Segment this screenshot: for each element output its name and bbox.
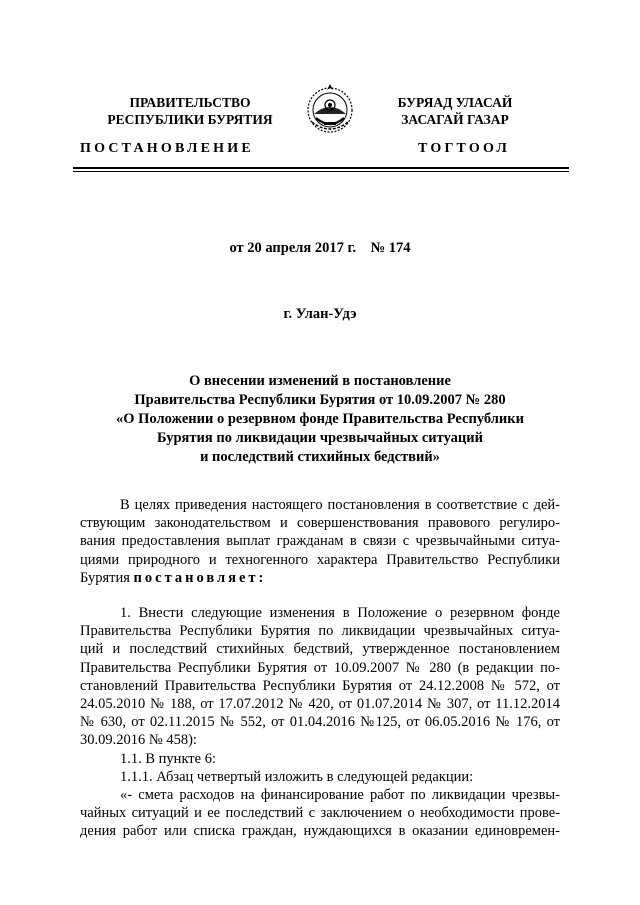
title-line: Правительства Республики Бурятия от 10.09.2007 № 280 bbox=[134, 392, 506, 408]
subitem-1-1-1: 1.1.1. Абзац четвертый изложить в следующей редакции: bbox=[120, 768, 474, 785]
item-1-line: 1. Внести следующие изменения в Положение о резервном фонде bbox=[120, 605, 560, 622]
resolves-keyword: постановляет: bbox=[133, 569, 267, 586]
preamble-prefix: Бурятия bbox=[80, 569, 134, 586]
paragraph-gap bbox=[80, 587, 560, 604]
issuer-buryat bbox=[380, 94, 530, 128]
item-1-line: Правительства Республики Бурятия от 10.09.2007 № 280 (в редакции по- bbox=[80, 659, 560, 676]
header-divider bbox=[73, 167, 569, 169]
issuer-buryat-line-2: ЗАСАГАЙ ГАЗАР bbox=[401, 112, 509, 127]
document-type-buryat: ТОГТООЛ bbox=[418, 141, 511, 156]
quote-line: чайных ситуаций и ее последствий с заключением о необходимости прове- bbox=[80, 805, 560, 822]
issuer-russian-line-1: ПРАВИТЕЛЬСТВО bbox=[129, 95, 251, 110]
preamble-last-line bbox=[80, 569, 560, 587]
item-1-line: Правительства Республики Бурятия по ликвидации чрезвычайных ситуа- bbox=[80, 623, 560, 640]
title-line: О внесении изменений в постановление bbox=[189, 373, 451, 389]
item-1-line: № 630, от 02.11.2015 № 552, от 01.04.2016 №125, от 06.05.2016 № 176, от bbox=[80, 714, 560, 731]
date-and-number: от 20 апреля 2017 г. № 174 bbox=[229, 240, 411, 256]
document-type-russian: ПОСТАНОВЛЕНИЕ bbox=[80, 141, 254, 156]
item-1-line: 24.05.2010 № 188, от 17.07.2012 № 420, от 01.07.2014 № 307, от 11.12.2014 bbox=[80, 696, 560, 713]
item-1-line: становлений Правительства Республики Бурятия от 24.12.2008 № 572, от bbox=[80, 677, 560, 694]
item-1-line: 30.09.2016 № 458): bbox=[80, 732, 197, 749]
coat-of-arms-icon bbox=[300, 78, 360, 138]
city: г. Улан-Удэ bbox=[283, 306, 357, 322]
item-1-line: ций и последствий стихийных бедствий, утвержденное постановлением bbox=[80, 641, 560, 658]
subitem-1-1: 1.1. В пункте 6: bbox=[120, 750, 216, 767]
quote-line: дения работ или списка граждан, нуждающихся в оказании единовремен- bbox=[80, 823, 560, 840]
resolution-title bbox=[80, 372, 560, 467]
title-line: Бурятия по ликвидации чрезвычайных ситуаций bbox=[157, 430, 483, 446]
preamble-line: вания предоставления выплат гражданам в связи с чрезвычайными ситуа- bbox=[80, 533, 560, 550]
issuer-buryat-line-1: БУРЯАД УЛАСАЙ bbox=[397, 95, 513, 110]
issuer-russian-line-2: РЕСПУБЛИКИ БУРЯТИЯ bbox=[107, 112, 273, 127]
preamble-line: В целях приведения настоящего постановления в соответствие с дей- bbox=[120, 497, 560, 513]
title-line: и последствий стихийных бедствий» bbox=[200, 449, 440, 465]
header-divider-thin bbox=[73, 171, 569, 172]
title-line: «О Положении о резервном фонде Правительства Республики bbox=[116, 411, 524, 427]
issuer-russian bbox=[105, 94, 275, 128]
document-body bbox=[80, 496, 560, 841]
preamble-line: ствующим законодательством и совершенствования правового регулиро- bbox=[80, 515, 560, 532]
preamble-line: циями природного и техногенного характера Правительство Республики bbox=[80, 551, 560, 568]
quote-line: «- смета расходов на финансирование работ по ликвидации чрезвы- bbox=[120, 787, 560, 804]
